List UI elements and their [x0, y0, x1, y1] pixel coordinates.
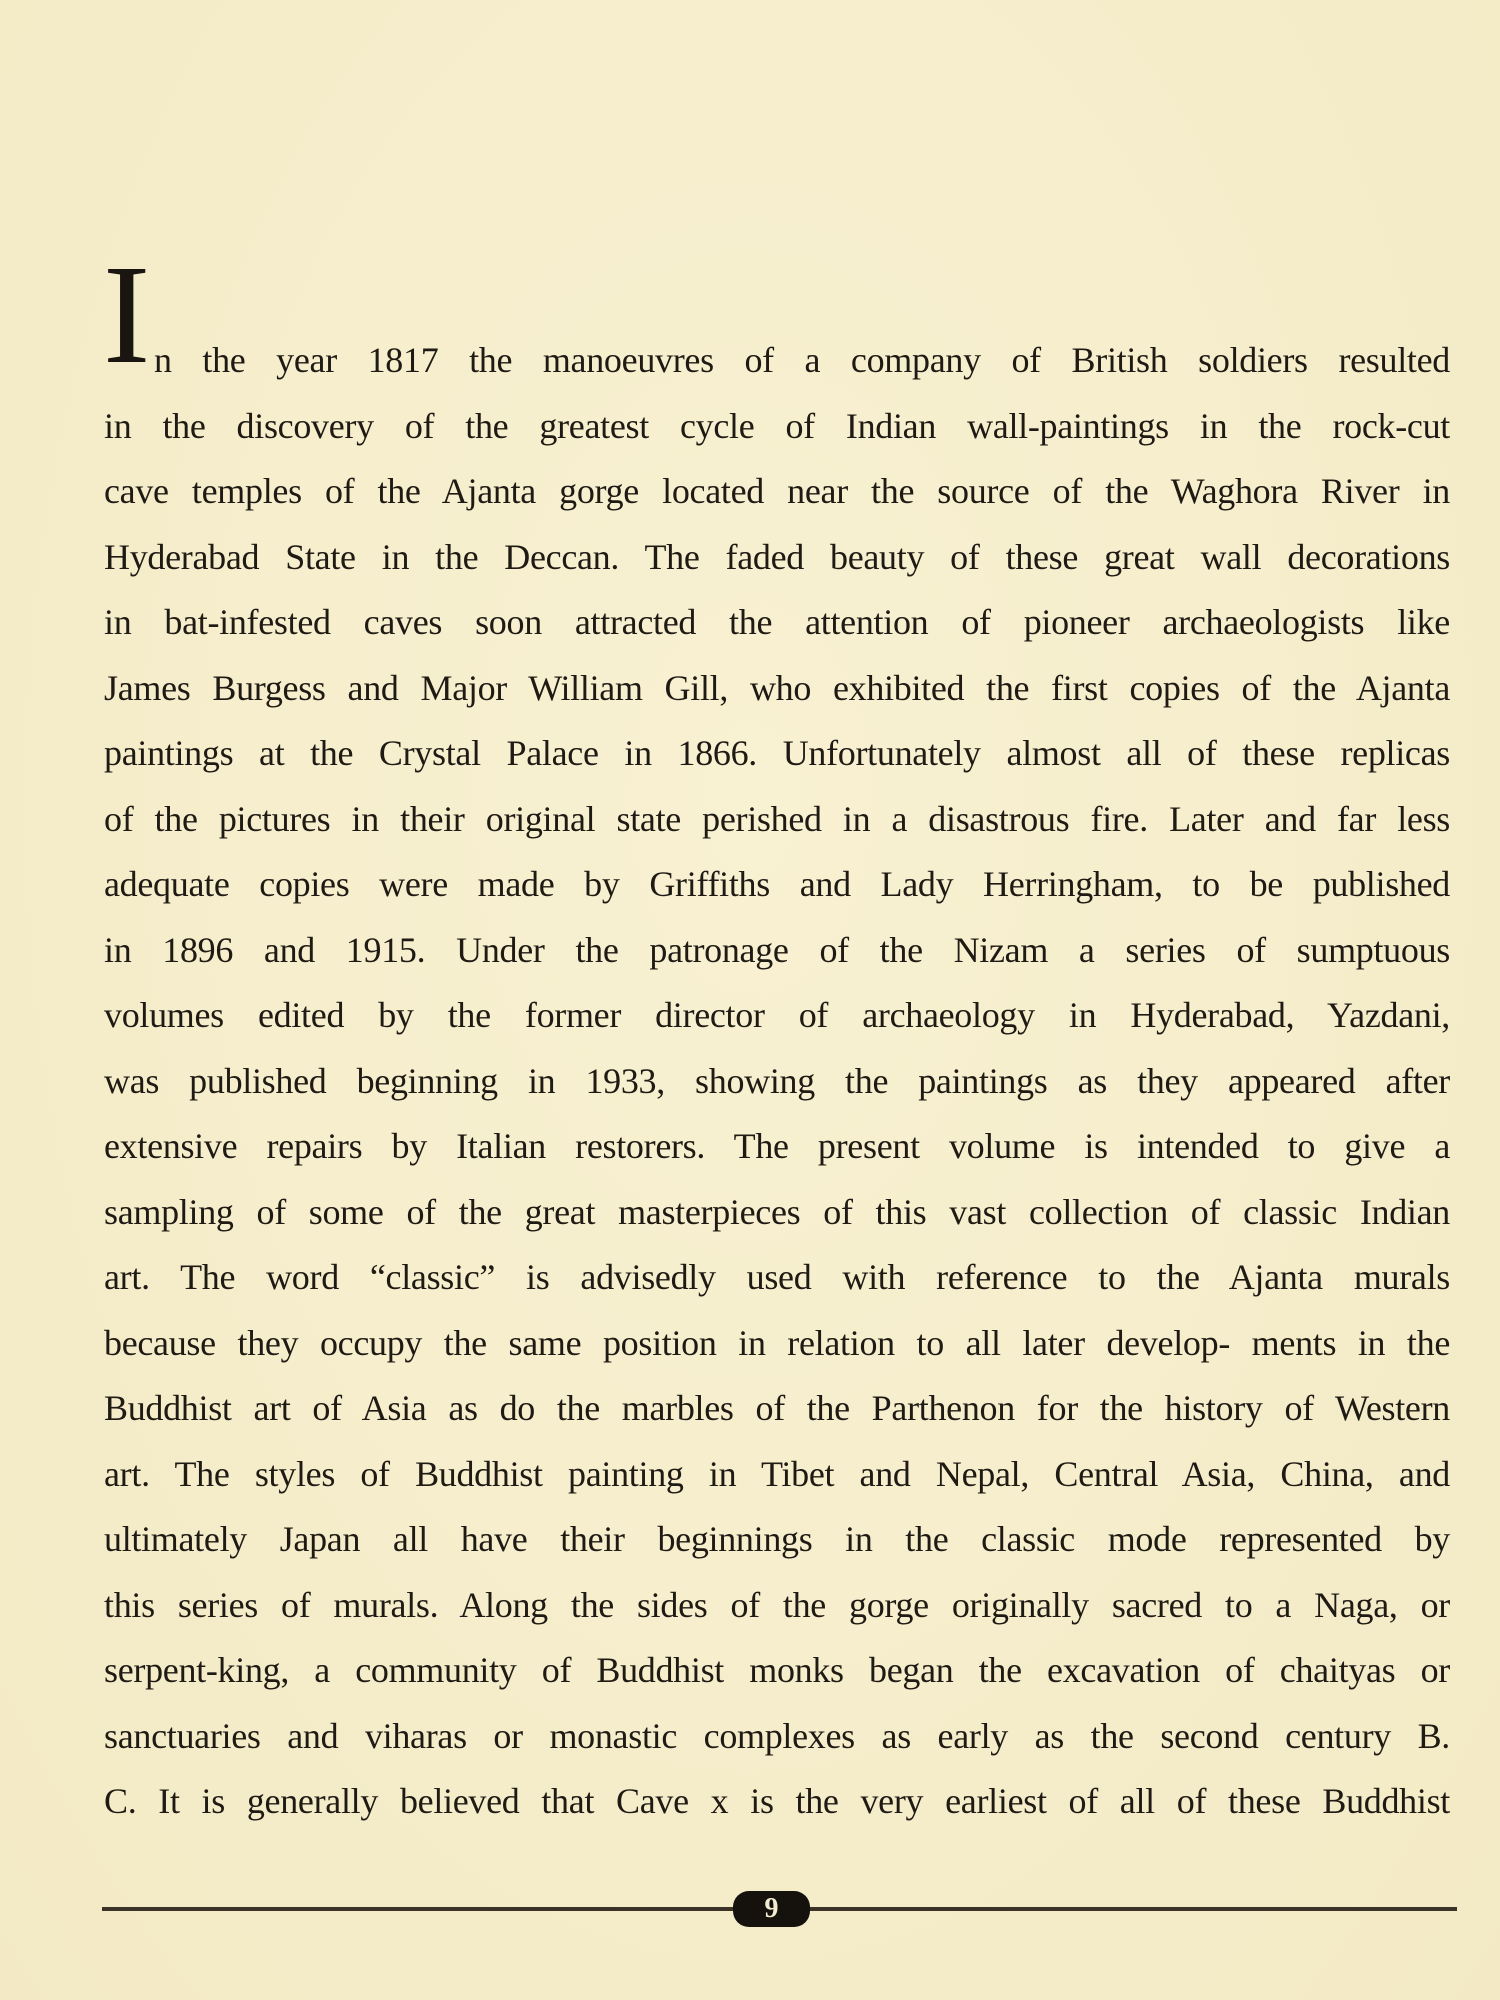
text-line: n the year 1817 the manoeuvres of a company of British soldiers resulted: [154, 340, 1450, 380]
page-number: 9: [733, 1891, 810, 1927]
text-line: art. The styles of Buddhist painting in Tibet and Nepal, Central Asia, China, and: [104, 1453, 1450, 1494]
text-line: James Burgess and Major William Gill, who exhibited the first copies of the Ajanta: [104, 667, 1450, 708]
text-line: Buddhist art of Asia as do the marbles of the Parthenon for the history of Western: [104, 1388, 1450, 1428]
text-line: Hyderabad State in the Deccan. The faded beauty of these great wall decorations: [104, 536, 1450, 577]
text-line: this series of murals. Along the sides of the gorge originally sacred to a Naga, or: [104, 1584, 1450, 1625]
text-line: C. It is generally believed that Cave x is the very earliest of all of these Buddhist: [104, 1781, 1450, 1821]
text-line: because they occupy the same position in relation to all later develop- ments in the: [104, 1322, 1450, 1363]
drop-cap: I: [103, 235, 151, 393]
text-line: adequate copies were made by Griffiths and Lady Herringham, to be published: [104, 864, 1450, 904]
text-line: cave temples of the Ajanta gorge located near the source of the Waghora River in: [104, 471, 1450, 511]
text-line: serpent-king, a community of Buddhist monks began the excavation of chaityas or: [104, 1650, 1450, 1690]
text-line: extensive repairs by Italian restorers. The present volume is intended to give a: [104, 1126, 1450, 1166]
text-line: paintings at the Crystal Palace in 1866. Unfortunately almost all of these replicas: [104, 733, 1450, 773]
text-line: art. The word “classic” is advisedly used with reference to the Ajanta murals: [104, 1257, 1450, 1297]
text-line: sampling of some of the great masterpieces of this vast collection of classic Indian: [104, 1191, 1450, 1232]
text-line: ultimately Japan all have their beginnings in the classic mode represented by: [104, 1519, 1450, 1559]
text-line: sanctuaries and viharas or monastic complexes as early as the second century B.: [104, 1715, 1450, 1756]
text-line: in the discovery of the greatest cycle of Indian wall-paintings in the rock-cut: [104, 405, 1450, 446]
text-line: was published beginning in 1933, showing the paintings as they appeared after: [104, 1060, 1450, 1101]
text-line: volumes edited by the former director of archaeology in Hyderabad, Yazdani,: [104, 995, 1450, 1035]
text-line: in 1896 and 1915. Under the patronage of the Nizam a series of sumptuous: [104, 929, 1450, 970]
text-line: of the pictures in their original state perished in a disastrous fire. Later and far less: [104, 798, 1450, 839]
text-line: in bat-infested caves soon attracted the attention of pioneer archaeologists like: [104, 602, 1450, 642]
